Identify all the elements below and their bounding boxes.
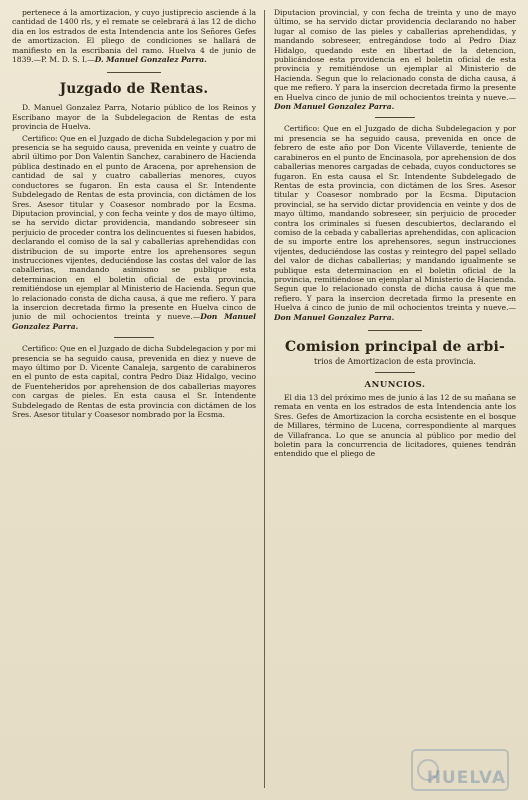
column-divider [264, 10, 265, 788]
separator-rule [368, 330, 422, 331]
certification-text: Certifico: Que en el Juzgado de dicha Subdelegacion y por mi presencia se ha seguido causa, prevenida en veinte y cuatro de abril último por Don Valentin Sanchez, carabinero de Hacienda pública destinado en el punto de Aracena, por aprehension de cantidad de sal y cuatro caballerias menores, cuyos conductores se fugaron. En esta causa el Sr. Intendente Subdelegado de Rentas de esta provincia, con dictámen de los Sres. Asesor titular y Coasesor nombrado por la Ecsma. Diputacion provincial, y con fecha veinte y dos de mayo último, se ha servido dictar providencia, mandando sobreseer sin perjuicio de proceder contra los delincuentes si fuesen habidos, declarando el comiso de la sal y caballerias aprehendidas con distribucion de su importe entre los aprehensores segun instrucciones vijentes, deduciéndose las costas del valor de las caballerias, mandando asimismo se publique esta determinacion en el boletin oficial de esta provincia, remitiéndose un ejemplar al Ministerio de Hacienda. Segun que lo relacionado consta de dicha causa, á que me refiero. Y para la insercion decretada firmo la presente en Huelva cinco de junio de mil ochocientos treinta y nueve.— [12, 133, 256, 322]
signature: Don Manuel Gonzalez Parra. [12, 312, 256, 331]
continued-auction-notice [12, 8, 256, 64]
section-subtitle: trios de Amortizacion de esta provincia. [314, 357, 476, 366]
left-column [12, 8, 256, 792]
section-title-juzgado: Juzgado de Rentas. [59, 81, 209, 98]
separator-rule [114, 337, 154, 338]
archive-stamp-label: HUELVA [426, 768, 506, 788]
certification-1 [12, 134, 256, 332]
signature: Don Manuel Gonzalez Parra. [274, 102, 395, 112]
signature: Don Manuel Gonzalez Parra. [274, 312, 395, 322]
separator-rule [375, 372, 415, 373]
certification-2-continued [274, 8, 516, 111]
section-title-comision: Comision principal de arbi- [284, 339, 506, 355]
certification-2: Certifico: Que en el Juzgado de dicha Subdelegacion y por mi presencia se ha seguido causa, prevenida en diez y nueve de mayo último por D. Vicente Canaleja, sargento de carabineros en el punto de esta capital, contra Pedro Diaz Hidalgo, vecino de Fuenteheridos por aprehension de dos caballerias mayores con cargas de pieles. En esta causa el Sr. Intendente Subdelegado de Rentas de esta provincia con dictámen de los Sres. Asesor titular y Coasesor nombrado por la Ecsma. [12, 344, 256, 420]
certification-text: Diputacion provincial, y con fecha de treinta y uno de mayo último, se ha servido dictar providencia declarando no haber lugar al comiso de las pieles y caballerias aprehendidas, y mandando sobreseer, entregándose todo al Pedro Diaz Hidalgo, quedando este en libertad de la detencion, publicándose esta providencia en el boletin oficial de esta provincia y remitiéndose un ejemplar al Ministerio de Hacienda. Segun que lo relacionado consta de dicha causa, á que me refiero. Y para la insercion decretada firmo la presente en Huelva cinco de junio de mil ochocientos treinta y nueve.— [274, 8, 516, 102]
certification-text: Certifico: Que en el Juzgado de dicha Subdelegacion y por mi presencia se ha seguido causa, prevenida en once de febrero de este año por Don Vicente Villaverde, teniente de carabineros en el punto de Encinasola, por aprehension de dos caballerias menores cargadas de cebada, cuyos conductores se fugaron. En esta causa el Sr. Intendente Subdelegado de Rentas de esta provincia, con dictámen de los Sres. Asesor titular y Coasesor nombrado por la Ecsma. Diputacion provincial, se ha servido dictar providencia en veinte y dos de mayo último, mandando sobreseer, sin perjuicio de proceder contra los criminales si fuesen descubiertos, declarando el comiso de la cebada y caballerias aprehendidas, con aplicacion de su importe entre los aprehensores, segun instrucciones vijentes, deduciéndose las costas y reintegro del papel sellado del valor de dichas caballerias; y mandando igualmente se publique esta determinacion en el boletin oficial de la provincia, remitiéndose un ejemplar al Ministerio de Hacienda. Segun que lo relacionado consta de dicha causa á que me refiero. Y para la insercion decretada firmo la presente en Huelva á cinco de junio de mil ochocientos treinta y nueve.— [274, 124, 516, 313]
anuncios-heading: ANUNCIOS. [364, 379, 426, 389]
certification-3 [274, 124, 516, 322]
right-column [274, 8, 516, 792]
separator-rule [375, 117, 415, 118]
separator-rule [107, 72, 161, 73]
notice-text: pertenece á la amortizacion, y cuyo justiprecio asciende á la cantidad de 1400 rls, y el remate se celebrará á las 12 de dicho dia en los estrados de esta Intendencia ante los Señores Gefes de amortizacion. El pliego de condiciones se hallará de manifiesto en la escribania del ramo. Huelva 4 de junio de 1839.—P. M. D. S. I.— [12, 8, 256, 65]
auction-announcement: El dia 13 del próximo mes de junio á las 12 de su mañana se remata en venta en los estrados de esta Intendencia ante los Sres. Gefes de Amortizacion la corcha ecsistente en el bosque de Millares, término de Lucena, correspondiente al marques de Villafranca. Lo que se anuncia al público por medio del boletin para la concurrencia de licitadores, quienes tendrán entendido que el pliego de [274, 393, 516, 459]
notary-intro: D. Manuel Gonzalez Parra, Notario público de los Reinos y Escribano mayor de la Subdelegacion de Rentas de esta provincia de Huelva. [12, 103, 256, 132]
signature: D. Manuel Gonzalez Parra. [94, 55, 207, 65]
